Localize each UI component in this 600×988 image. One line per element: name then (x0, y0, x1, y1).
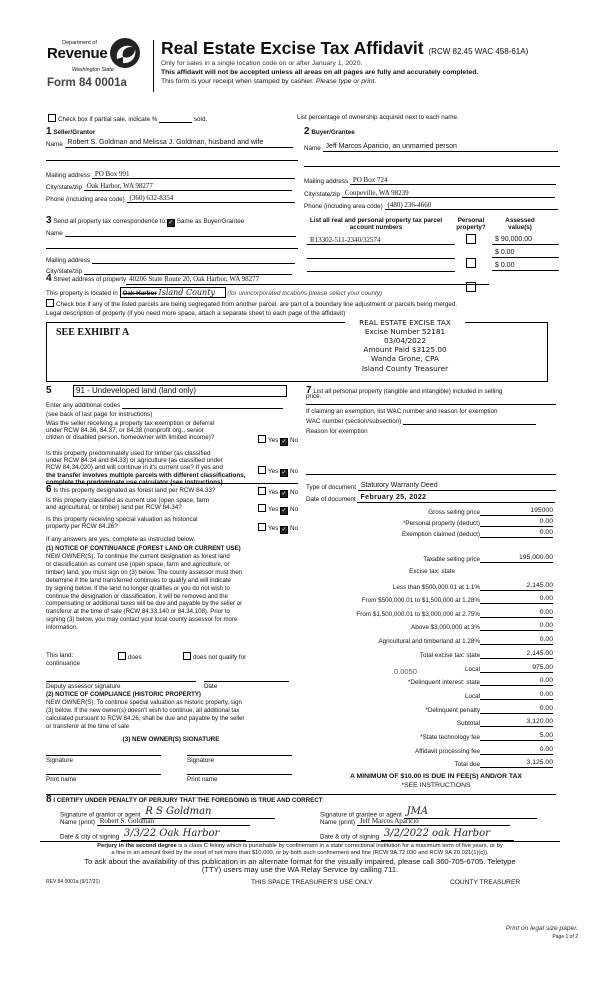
tax-row-value[interactable]: 0.00 (480, 518, 553, 527)
line: under RCW 84.36, 84.37, or 84.38 (nonprofit org., senior (46, 427, 204, 435)
land-use-code-select[interactable]: 91 - Undeveloped land (land only) (73, 385, 287, 397)
yes-label: Yes (268, 506, 279, 513)
yes-checkbox[interactable] (258, 504, 266, 512)
notice-compliance (46, 691, 245, 731)
personal-header: Personal property? (456, 217, 486, 232)
continuance-label: continuance (46, 660, 80, 667)
section-number: 2 (304, 126, 310, 137)
tax-row (300, 507, 556, 516)
signature-label: Signature (46, 757, 73, 764)
subtitle-line3 (161, 78, 376, 86)
line: NEW OWNER(S): To continue special valuation as historic property, sign (46, 698, 242, 706)
tax-row-label: From $500,000.01 to $1,500,000 at 1.28% (361, 596, 480, 604)
label: Mailing address (46, 171, 91, 179)
assessed-value-field[interactable]: $ 0.00 (492, 249, 559, 258)
tax-row (300, 650, 556, 659)
label: Is this property designated as forest land per RCW 84.33? (53, 487, 216, 494)
tax-row-value[interactable]: 195,000.00 (480, 554, 553, 563)
personal-property-label (306, 385, 502, 397)
buyer-city-row (304, 189, 555, 198)
ownership-note: List percentage of ownership acquired next to each name. (297, 114, 459, 121)
tax-row-value[interactable]: 3,120.00 (480, 718, 553, 727)
location-handwritten: Island County (158, 288, 215, 297)
seller-name-row (46, 139, 293, 148)
tax-row-value[interactable]: 2,145.00 (480, 582, 553, 591)
tax-row (300, 518, 556, 527)
assessed-value-field[interactable]: $ 0.00 (492, 262, 559, 271)
personal-property-checkbox[interactable] (466, 234, 476, 244)
legal-description-text: SEE EXHIBIT A (56, 327, 130, 338)
county-treasurer: COUNTY TREASURER (450, 879, 521, 886)
line: property per RCW 84.26? (46, 523, 118, 531)
tax-row-label: Total excise tax: state (419, 651, 480, 659)
segregated-checkbox[interactable] (46, 299, 54, 307)
tax-row-label: From $1,500,000.01 to $3,000,000 at 2.75% (356, 610, 480, 618)
tax-row-label: *State technology fee (420, 733, 480, 741)
subtitle-line1: Only for sales in a single location code on or after January 1, 2020. (161, 60, 363, 67)
buyer-name-row (304, 143, 558, 152)
tax-row (300, 582, 556, 591)
q-historic-answer (258, 523, 298, 534)
no-label: No (290, 489, 299, 496)
partial-sale-checkbox[interactable] (48, 114, 56, 122)
label: Date & city of signing (320, 833, 380, 841)
tax-row (300, 677, 556, 686)
tax-row (300, 568, 556, 575)
assessed-header: Assessed value(s) (505, 217, 535, 232)
exemption-label: If claiming an exemption, list WAC number and reason for exemption (306, 408, 498, 415)
perjury-line2: a fine in an amount fixed by the court of not more than $10,000, or by both such confinement and fine (RCW 9A.72.030 and RCW 9A.20.021(1)(c)). (111, 850, 489, 856)
label: Name (print) (60, 818, 95, 826)
line: signing (3) below, you may contact your local county assessor for more (46, 616, 238, 624)
label: Name (46, 230, 63, 237)
seller-mailing-field[interactable]: PO Box 991 (92, 170, 295, 179)
partial-label: Check box if partial sale, indicate % (58, 116, 158, 123)
line3-text: This form is your receipt when stamped by cashier. (161, 78, 316, 85)
label: City/state/zip (304, 190, 341, 198)
print-name-label: Print name (187, 776, 218, 783)
same-as-buyer-checkbox[interactable]: ✓ (168, 220, 174, 226)
label: Phone (including area code) (304, 202, 383, 210)
stamp-excise-number: Excise Number 52181 (364, 327, 446, 337)
additional-codes-field[interactable] (122, 408, 283, 409)
tax-row-value[interactable]: 0.00 (480, 691, 553, 700)
line: or classification as current use (open space, farm and agriculture, or (46, 560, 230, 568)
label: does not qualify for (193, 654, 247, 661)
does-checkbox[interactable] (118, 652, 126, 660)
corr-name-line2 (46, 248, 298, 249)
label: WAC number (section/subsection) (306, 418, 402, 425)
tax-row (300, 609, 556, 618)
wac-row (306, 418, 536, 425)
same-as-buyer-label: Same as Buyer/Grantee (176, 218, 245, 225)
tax-row (300, 554, 556, 563)
label: Check box if any of the listed parcels are being segregated from another parcel, are part of a boundary line adjustment or parcels being merged. (56, 301, 458, 308)
doc-date-row (306, 494, 555, 503)
section-number: 8 (46, 794, 52, 805)
grantor-name-field[interactable]: Robert S. Goldman (97, 817, 250, 826)
seller-heading (46, 126, 95, 138)
ask-line1: To ask about the availability of this publication in an alternate format for the visually impaired, please call 360-705-6705. Teletype (84, 857, 516, 866)
personal-property-checkbox[interactable] (466, 258, 476, 268)
tax-row-label: Total due (454, 760, 480, 768)
grantor-date-field[interactable]: 3/3/22 Oak Harbor (121, 828, 246, 841)
section-number: 7 (306, 385, 312, 396)
correspondence-row (46, 215, 244, 227)
tax-row (300, 636, 556, 645)
reason-line[interactable] (306, 474, 556, 475)
partial-sale (48, 114, 207, 123)
logo-revenue: Revenue (47, 45, 108, 62)
tax-row (300, 622, 556, 631)
label: Type of document (306, 483, 357, 491)
tax-row-value[interactable]: 0.00 (480, 595, 553, 604)
tax-row-label: *Delinquent penalty (425, 706, 480, 714)
date-label: Date (204, 683, 218, 690)
buyer-city-field[interactable]: Coupeville, WA 98239 (342, 189, 555, 198)
tax-row-value[interactable]: 0.00 (480, 677, 553, 686)
no-checkbox[interactable]: ✓ (281, 439, 287, 445)
see-back: (see back of last page for instructions) (46, 411, 153, 418)
seller-city-row (46, 182, 292, 191)
tax-row (300, 746, 556, 755)
tax-row-value[interactable]: 195000 (480, 507, 553, 516)
deputy-date-line[interactable] (204, 681, 289, 682)
grantor-name-row (60, 817, 250, 826)
label: Name (304, 144, 321, 152)
perjury-text: is a class C felony which is punishable by confinement in a state correctional institution for a maximum term of five years, or by (176, 843, 503, 849)
assessed-value-field[interactable]: $ 90,000.00 (492, 236, 559, 245)
parcel-number-field[interactable] (307, 262, 455, 272)
q-timber-text (46, 450, 245, 486)
no-label: No (290, 506, 299, 513)
buyer-phone-field[interactable]: (480) 236-4660 (385, 201, 558, 210)
doc-date-field[interactable]: February 25, 2022 (357, 494, 555, 503)
label: This property is located in (46, 290, 118, 297)
yes-label: Yes (268, 489, 279, 496)
yes-checkbox[interactable] (258, 435, 266, 443)
certify-text: I CERTIFY UNDER PENALTY OF PERJURY THAT THE FOREGOING IS TRUE AND CORRECT (53, 797, 323, 804)
stamp-name: Wanda Grone, CPA (371, 354, 439, 364)
no-checkbox[interactable]: ✓ (281, 527, 287, 533)
header-divider (153, 40, 154, 92)
no-checkbox[interactable]: ✓ (281, 470, 287, 476)
line: (3) below. If the new owner(s) doesn't wish to continue, all additional tax (46, 706, 240, 714)
no-label: No (290, 525, 299, 532)
line: by signing below. If the land no longer qualifies or you do not wish to (46, 584, 230, 592)
label: does (128, 654, 142, 661)
divider (40, 841, 560, 842)
tax-row-value[interactable]: 3,125.00 (480, 759, 553, 768)
line: RCW 84.34.020) and will continue in it's current use? If yes and (46, 464, 223, 472)
grantor-signature[interactable]: R S Goldman (142, 806, 275, 819)
line: transferor at the time of sale (RCW 84.33.140 or 84.34.108). Prior to (46, 608, 230, 616)
label: Name (46, 140, 63, 148)
tax-row (300, 718, 556, 727)
line: Is this property receiving special valuation as historical (46, 516, 198, 523)
does-option (118, 652, 142, 661)
q-forest (46, 484, 215, 496)
personal-property-line[interactable] (306, 404, 556, 405)
line: Is this property classified as current use (open space, farm (46, 497, 210, 504)
stamp-date: 03/04/2022 (383, 336, 427, 346)
grantor-date-row (60, 828, 246, 841)
located-row (46, 287, 382, 298)
corr-mailing-row (46, 257, 295, 264)
no-label: No (290, 437, 299, 444)
tax-row-label: Exemption claimed (deduct) (401, 530, 480, 538)
tax-row-label: Above $3,000,000 at 3% (411, 623, 480, 631)
seller-name-line2 (46, 160, 298, 161)
logo-dept-of: Department of (62, 40, 97, 46)
deputy-signature-line[interactable] (46, 681, 196, 682)
grantee-date-field[interactable]: 3/2/2022 oak Harbor (381, 828, 514, 841)
label: Signature of grantee or agent (320, 811, 402, 819)
tax-row-value[interactable]: 2,145.00 (480, 650, 553, 659)
stamp-title: REAL ESTATE EXCISE TAX (359, 318, 451, 327)
label: Mailing address (46, 257, 91, 264)
tax-row-value[interactable]: 0.00 (480, 705, 553, 714)
line: or transferor at the time of sale (46, 722, 129, 730)
tax-row (300, 691, 556, 700)
segregated-row (46, 299, 457, 308)
notice-continuance (46, 545, 242, 632)
seller-phone-row (46, 194, 295, 203)
line: complete the predominate use calculator (see instructions) (46, 478, 223, 486)
tax-row-label: Less than $500,000.01 at 1.1% (392, 583, 480, 591)
yes-label: Yes (268, 437, 279, 444)
doc-type-field[interactable]: Statutory Warranty Deed (358, 482, 556, 491)
rev-number: REV 84 0001a (9/17/21) (46, 879, 100, 885)
page-number: Page 1 of 2 (552, 934, 578, 940)
corr-mailing-field[interactable] (92, 263, 295, 264)
subtitle-line2: This affidavit will not be accepted unless all areas on all pages are fully and accurately completed. (161, 69, 479, 76)
wac-field[interactable] (403, 424, 536, 425)
grantee-name-field[interactable]: Jeff Marcos Aparicio (357, 817, 510, 826)
section-number: 5 (46, 385, 52, 396)
corr-name-row (46, 230, 296, 237)
certify-heading (46, 794, 322, 806)
title-text: Real Estate Excise Tax Affidavit (161, 38, 424, 58)
tax-row (300, 595, 556, 604)
signature-label: Signature (187, 757, 214, 764)
corr-name-field[interactable] (65, 236, 296, 237)
tax-row-label: Gross selling price (428, 508, 480, 516)
line: information. (46, 624, 78, 632)
seller-mailing-row (46, 170, 295, 179)
line: Is this property predominately used for timber (as classified (46, 450, 211, 457)
tax-row-label: *Delinquent interest: state (407, 678, 480, 686)
q-exemption-answer (258, 435, 298, 446)
label: List all personal property (tangible and intangible) included in selling (313, 388, 503, 395)
ask-line2: (TTY) users may use the WA Relay Service by calling 711. (201, 865, 399, 874)
tax-row-label: Subtotal (456, 719, 480, 727)
notice2-title: (2) NOTICE OF COMPLIANCE (HISTORIC PROPERTY) (46, 691, 201, 698)
q-forest-answer (258, 487, 298, 498)
treasurer-stamp (345, 318, 465, 373)
form-title (161, 38, 528, 58)
tax-row-label: Local (464, 692, 480, 700)
line: compensating or additional taxes will be due and payable by the seller or (46, 600, 243, 608)
tax-row-label: *Personal property (deduct) (402, 519, 480, 527)
line: the transfer involves multiple parcels with different classifications, (46, 471, 246, 479)
no-checkbox[interactable]: ✓ (281, 491, 287, 497)
dor-swirl-icon (109, 37, 141, 69)
tax-row-value[interactable]: 0.00 (480, 609, 553, 618)
owner-signature-line[interactable] (46, 755, 161, 756)
tax-row (300, 759, 556, 768)
seller-heading-text: Seller/Grantor (53, 129, 96, 136)
q-historic (46, 516, 198, 530)
section-number: 1 (46, 126, 52, 137)
owner-print-line[interactable] (187, 774, 292, 775)
tax-row-value[interactable]: 0.00 (480, 622, 553, 631)
buyer-heading (304, 126, 355, 138)
tax-row-label: Local (464, 665, 480, 673)
owner-print-line[interactable] (46, 774, 161, 775)
partial-sold: sold. (193, 116, 208, 123)
grantee-signature[interactable]: JMA (404, 806, 537, 819)
print-name-label: Print name (46, 776, 77, 783)
seller-name-field[interactable]: Robert S. Goldman and Melissa J. Goldman, husband and wife (65, 139, 293, 148)
stamp-amount: Amount Paid $3125.00 (363, 345, 447, 355)
buyer-phone-row (304, 201, 558, 210)
line: citizen or disabled person, homeowner with limited income)? (46, 434, 215, 442)
tax-row-value[interactable]: 0.00 (480, 746, 553, 755)
label: Date of document (306, 495, 356, 503)
tax-row-value[interactable]: 5.00 (480, 732, 553, 741)
see-instructions: *SEE INSTRUCTIONS (401, 782, 471, 789)
location-note: (for unincorporated locations please select your county) (227, 290, 382, 297)
tax-row (300, 529, 556, 538)
seller-city-field[interactable]: Oak Harbor, WA 98277 (84, 182, 292, 191)
perjury-bold: Perjury in the second degree (97, 843, 177, 849)
tax-row-label: Taxable selling price (423, 555, 480, 563)
line: determine if the land transferred continues to qualify and will indicate (46, 576, 231, 584)
label: Date & city of signing (60, 833, 120, 841)
title-citation: (RCW 82.45 WAC 458-61A) (428, 47, 529, 56)
label: City/state/zip (46, 268, 83, 275)
tax-row-value[interactable]: 0.00 (480, 636, 553, 645)
does-not-option (183, 652, 246, 661)
label: Signature of grantor or agent (60, 811, 141, 819)
buyer-mailing-field[interactable]: PO Box 724 (350, 176, 556, 185)
tax-row (300, 664, 556, 673)
yes-label: Yes (268, 525, 279, 532)
notice3-title: (3) NEW OWNER(S) SIGNATURE (122, 736, 220, 743)
q-timber-answer (258, 466, 298, 477)
street-row (46, 273, 489, 285)
personal-property-label2: price. (306, 393, 322, 400)
doc-type-row (306, 482, 556, 491)
yes-checkbox[interactable] (258, 466, 266, 474)
label: Mailing address (304, 177, 349, 185)
seller-phone-field[interactable]: (360) 632-8354 (127, 194, 295, 203)
tax-row (300, 705, 556, 714)
line: Was the seller receiving a property tax exemption or deferral (46, 420, 215, 427)
form-number: Form 84 0001a (47, 77, 127, 89)
partial-percent-field[interactable] (159, 122, 192, 123)
no-label: No (290, 468, 299, 475)
parcel-number-field[interactable]: R13302-511-2340/32574 (307, 236, 455, 245)
parcel-header: List all real and personal property tax parcel account numbers (309, 217, 443, 232)
location-struck: Oak Harbor (122, 290, 157, 297)
if-yes-note: If any answers are yes, complete as instructed below. (46, 536, 196, 543)
tax-row-value[interactable]: 0.00 (480, 529, 553, 538)
q-current-use-answer (258, 504, 298, 515)
this-land-label: This land: (46, 652, 74, 659)
label: Street address of property (53, 276, 127, 283)
line: timber) land, you must sign on (3) below. The county assessor must then (46, 568, 242, 576)
line: and agricultural, or timber) land per RCW 84.34? (46, 504, 182, 512)
tax-row-label: Excise tax: state (409, 568, 455, 575)
grantee-name-row (320, 817, 510, 826)
line: continue the designation or classification, it will be removed and the (46, 592, 228, 600)
q-current-use (46, 497, 209, 511)
local-rate: 0.0050 (394, 667, 417, 676)
buyer-name-field[interactable]: Jeff Marcos Aparicio, an unmarried person (323, 143, 558, 152)
buyer-mailing-row (304, 176, 556, 185)
tax-row (300, 732, 556, 741)
label: Enter any additional codes (46, 402, 121, 409)
minimum-note: A MINIMUM OF $10.00 IS DUE IN FEE(S) AND/OR TAX (350, 773, 522, 780)
yes-checkbox[interactable] (258, 487, 266, 495)
additional-codes-row (46, 402, 283, 409)
yes-checkbox[interactable] (258, 523, 266, 531)
perjury-line1 (36, 843, 564, 850)
section-number: 4 (46, 273, 52, 284)
yes-label: Yes (268, 468, 279, 475)
notice1-title: (1) NOTICE OF CONTINUANCE (FOREST LAND OR CURRENT USE) (46, 545, 241, 552)
tax-row-label: Agricultural and timberland at 1.28% (378, 637, 480, 645)
buyer-heading-text: Buyer/Grantee (311, 129, 355, 136)
section-number: 6 (46, 484, 52, 495)
line: under RCW 84.34 and 84.33) or agriculture (as classified under (46, 457, 223, 465)
label: Send all property tax correspondence to: (53, 218, 167, 225)
street-field[interactable]: 40206 State Route 20, Oak Harbor, WA 98277 (126, 275, 489, 284)
label: Name (print) (320, 818, 355, 826)
q-exemption-text (46, 420, 214, 442)
stamp-office: Island County Treasurer (361, 363, 449, 373)
line: calculated pursuant to RCW 84.26, shall be due and payable by the seller (46, 714, 245, 722)
line: NEW OWNER(S): To continue the current designation as forest land (46, 552, 230, 560)
reason-label: Reason for exemption (306, 428, 368, 435)
owner-signature-line[interactable] (187, 755, 292, 756)
treasurer-use: THIS SPACE TREASURER'S USE ONLY (251, 879, 373, 886)
label: City/state/zip (46, 183, 83, 191)
line3-italic: Please type or print. (315, 78, 377, 85)
grantee-date-row (320, 828, 514, 841)
legal-label: Legal description of property (if you need more space, attach a separate sheet to each page of the affidavit) (46, 310, 346, 317)
location-select[interactable] (120, 287, 226, 298)
deputy-label: Deputy assessor signature (46, 683, 121, 690)
no-checkbox[interactable]: ✓ (281, 508, 287, 514)
tax-row-value[interactable]: 975.00 (480, 664, 553, 673)
buyer-name-line2 (304, 166, 560, 167)
does-not-checkbox[interactable] (183, 652, 191, 660)
section-number: 3 (46, 215, 52, 226)
label: Phone (including area code) (46, 195, 125, 203)
tax-row-label: Affidavit processing fee (415, 747, 480, 755)
parcel-number-field[interactable] (307, 249, 455, 259)
logo-washington: Washington State (72, 67, 114, 73)
print-legal-note: Print on legal size paper. (505, 925, 578, 932)
